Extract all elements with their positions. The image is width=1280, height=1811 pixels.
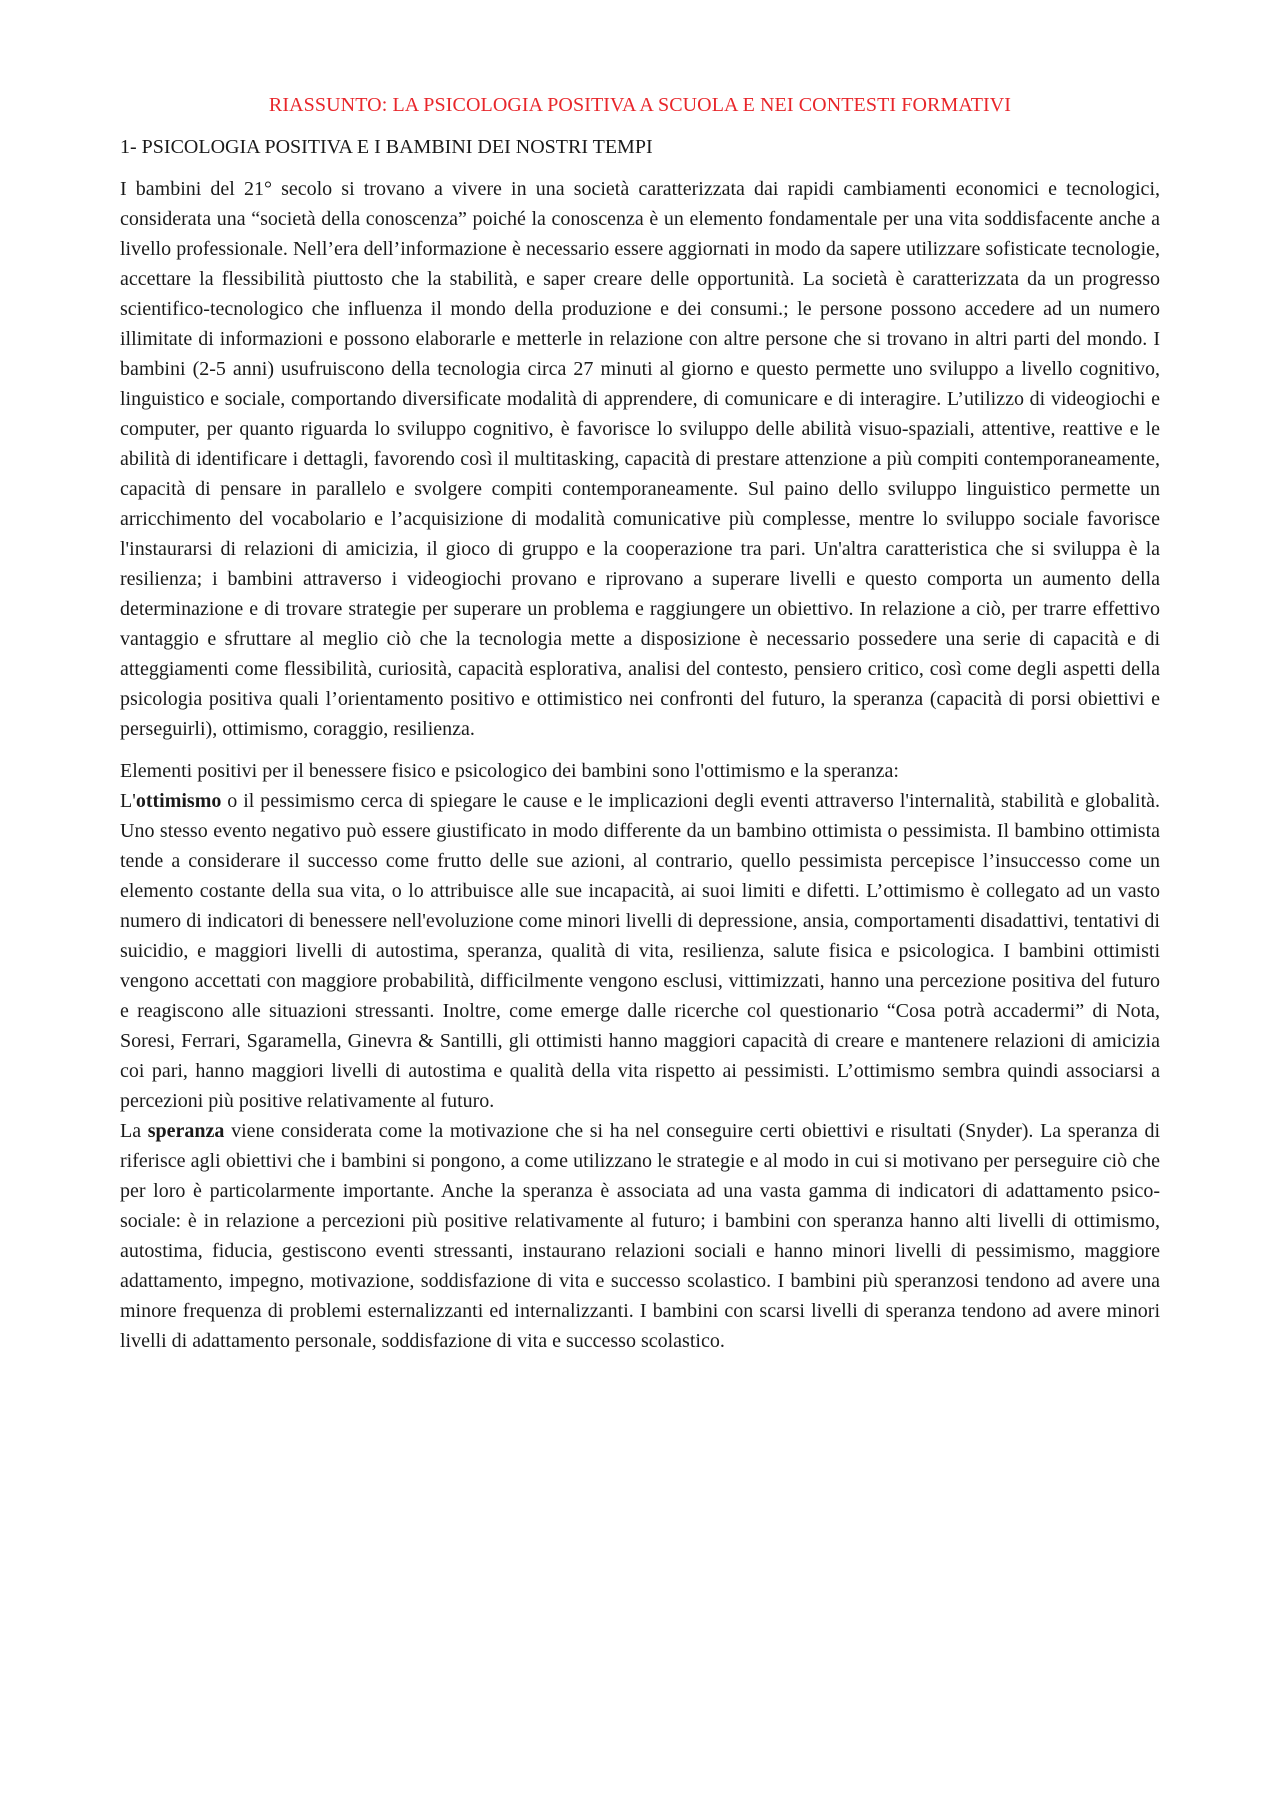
section-heading: 1- PSICOLOGIA POSITIVA E I BAMBINI DEI NOSTRI TEMPI	[120, 136, 653, 158]
document-title: RIASSUNTO: LA PSICOLOGIA POSITIVA A SCUOLA E NEI CONTESTI FORMATIVI	[268, 94, 1012, 116]
speranza-prefix: La	[120, 1120, 148, 1142]
ottimismo-term: ottimismo	[135, 790, 222, 812]
ottimismo-body: o il pessimismo cerca di spiegare le cause e le implicazioni degli eventi attraverso l'internalità, stabilità e globalità. Uno stesso evento negativo può essere giustificato in modo differente da un bambino ottimista o pessimista. Il bambino ottimista tende a considerare il successo come frutto delle sue azioni, al contrario, quello pessimista percepisce l’insuccesso come un elemento costante della sua vita, o lo attribuisce alle sue incapacità, ai suoi limiti e difetti. L’ottimismo è collegato ad un vasto numero di indicatori di benessere nell'evoluzione come minori livelli di depressione, ansia, comportamenti disadattivi, tentativi di suicidio, e maggiori livelli di autostima, speranza, qualità di vita, resilienza, salute fisica e psicologica. I bambini ottimisti vengono accettati con maggiore probabilità, difficilmente vengono esclusi, vittimizzati, hanno una percezione positiva del futuro e reagiscono alle situazioni stressanti. Inoltre, come emerge dalle ricerche col questionario “Cosa potrà accadermi” di Nota, Soresi, Ferrari, Sgaramella, Ginevra & Santilli, gli ottimisti hanno maggiori capacità di creare e mantenere relazioni di amicizia coi pari, hanno maggiori livelli di autostima e qualità della vita rispetto ai pessimisti. L’ottimismo sembra quindi associarsi a percezioni più positive relativamente al futuro.	[120, 790, 1160, 1112]
paragraph-ottimismo	[120, 786, 1160, 1116]
ottimismo-prefix: L'	[120, 790, 136, 812]
paragraph-positive-elements-intro: Elementi positivi per il benessere fisico e psicologico dei bambini sono l'ottimismo e la speranza:	[120, 760, 899, 782]
paragraph-speranza	[120, 1116, 1160, 1356]
speranza-body: viene considerata come la motivazione che si ha nel conseguire certi obiettivi e risultati (Snyder). La speranza di riferisce agli obiettivi che i bambini si pongono, a come utilizzano le strategie e al modo in cui si motivano per perseguire ciò che per loro è particolarmente importante. Anche la speranza è associata ad una vasta gamma di indicatori di adattamento psico-sociale: è in relazione a percezioni più positive relativamente al futuro; i bambini con speranza hanno alti livelli di ottimismo, autostima, fiducia, gestiscono eventi stressanti, instaurano relazioni sociali e hanno minori livelli di pessimismo, maggiore adattamento, impegno, motivazione, soddisfazione di vita e successo scolastico. I bambini più speranzosi tendono ad avere una minore frequenza di problemi esternalizzanti ed internalizzanti. I bambini con scarsi livelli di speranza tendono ad avere minori livelli di adattamento personale, soddisfazione di vita e successo scolastico.	[120, 1120, 1160, 1352]
paragraph-society-technology: I bambini del 21° secolo si trovano a vivere in una società caratterizzata dai rapidi cambiamenti economici e tecnologici, considerata una “società della conoscenza” poiché la conoscenza è un elemento fondamentale per una vita soddisfacente anche a livello professionale. Nell’era dell’informazione è necessario essere aggiornati in modo da sapere utilizzare sofisticate tecnologie, accettare la flessibilità piuttosto che la stabilità, e saper creare delle opportunità. La società è caratterizzata da un progresso scientifico-tecnologico che influenza il mondo della produzione e dei consumi.; le persone possono accedere ad un numero illimitate di informazioni e possono elaborarle e metterle in relazione con altre persone che si trovano in altri parti del mondo. I bambini (2-5 anni) usufruiscono della tecnologia circa 27 minuti al giorno e questo permette uno sviluppo a livello cognitivo, linguistico e sociale, comportando diversificate modalità di apprendere, di comunicare e di interagire. L’utilizzo di videogiochi e computer, per quanto riguarda lo sviluppo cognitivo, è favorisce lo sviluppo delle abilità visuo-spaziali, attentive, reattive e le abilità di identificare i dettagli, favorendo così il multitasking, capacità di prestare attenzione a più compiti contemporaneamente, capacità di pensare in parallelo e svolgere compiti contemporaneamente. Sul paino dello sviluppo linguistico permette un arricchimento del vocabolario e l’acquisizione di modalità comunicative più complesse, mentre lo sviluppo sociale favorisce l'instaurarsi di relazioni di amicizia, il gioco di gruppo e la cooperazione tra pari. Un'altra caratteristica che si sviluppa è la resilienza; i bambini attraverso i videogiochi provano e riprovano a superare livelli e questo comporta un aumento della determinazione e di trovare strategie per superare un problema e raggiungere un obiettivo. In relazione a ciò, per trarre effettivo vantaggio e sfruttare al meglio ciò che la tecnologia mette a disposizione è necessario possedere una serie di capacità e di atteggiamenti come flessibilità, curiosità, capacità esplorativa, analisi del contesto, pensiero critico, così come degli aspetti della psicologia positiva quali l’orientamento positivo e ottimistico nei confronti del futuro, la speranza (capacità di porsi obiettivi e perseguirli), ottimismo, coraggio, resilienza.	[120, 178, 1160, 740]
speranza-term: speranza	[147, 1120, 225, 1142]
